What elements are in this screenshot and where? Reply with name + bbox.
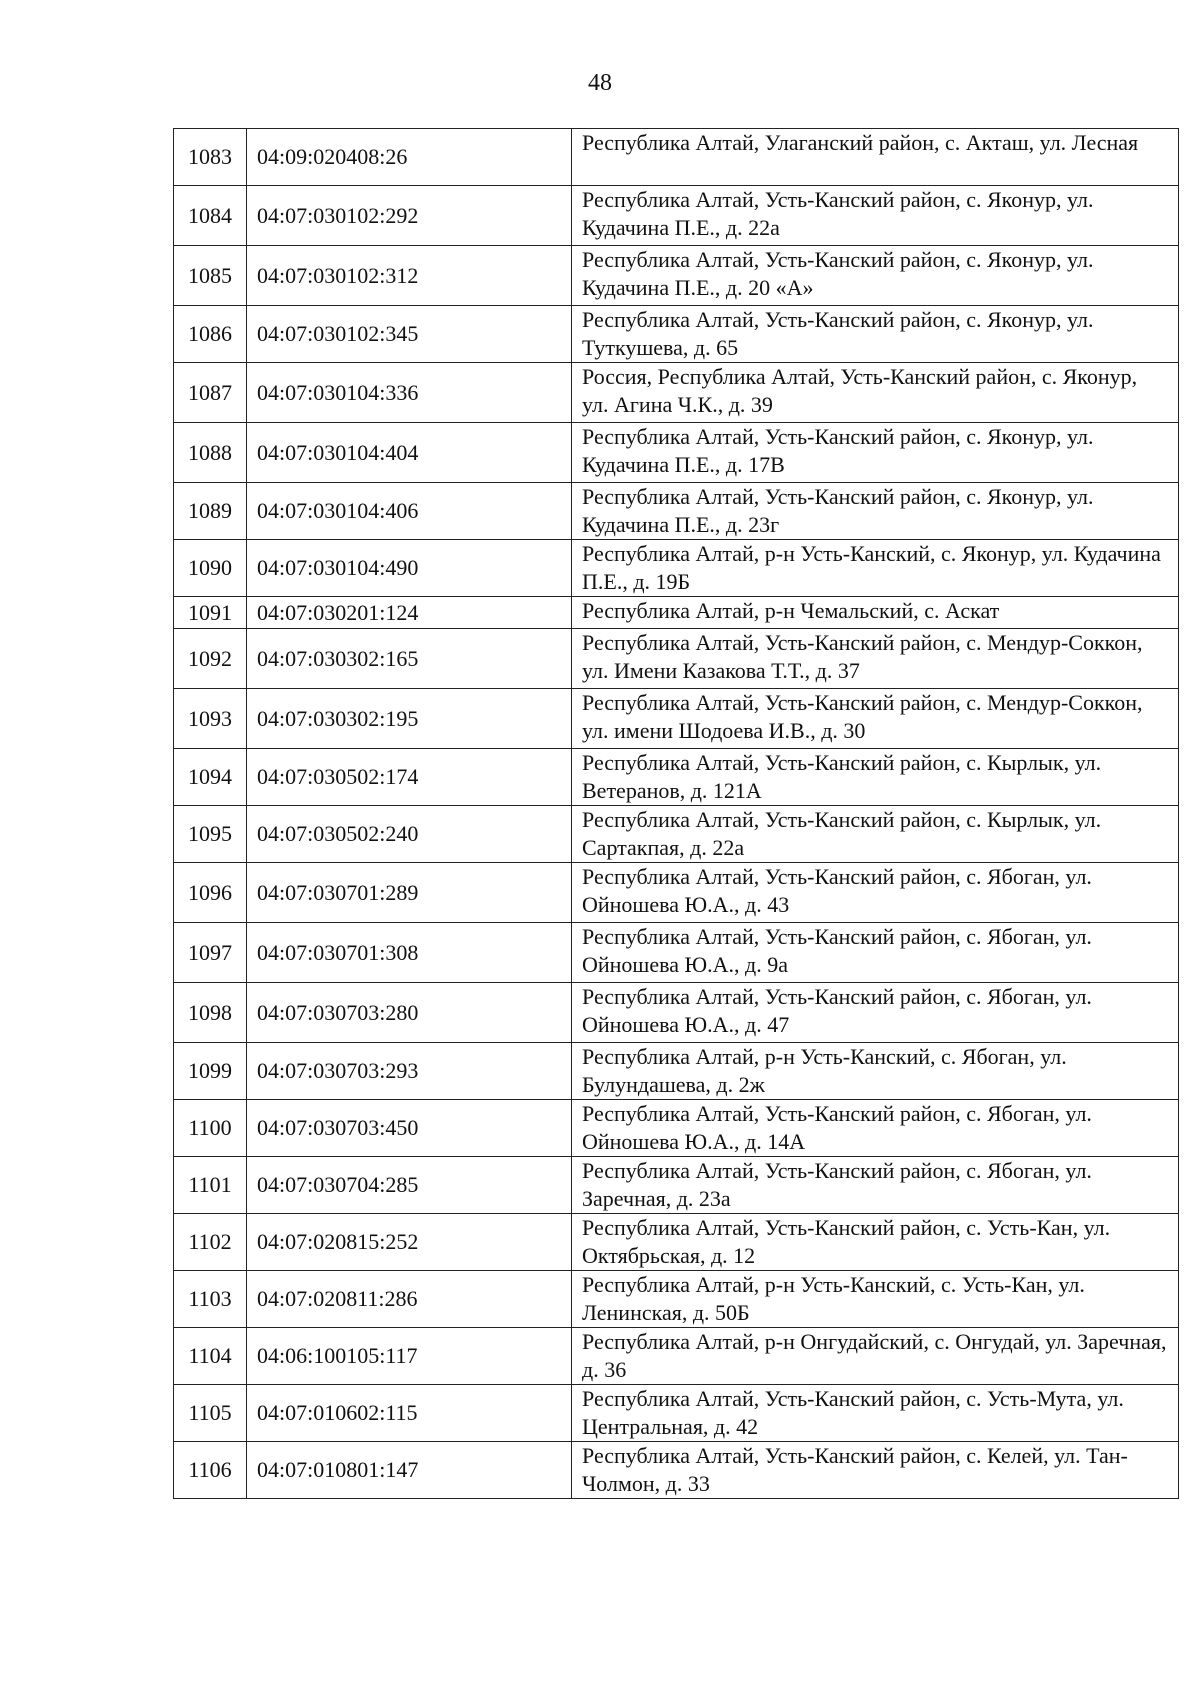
cadastral-number: 04:07:030201:124 xyxy=(247,597,572,629)
table-row xyxy=(174,363,1179,423)
address: Республика Алтай, р-н Усть-Канский, с. Ябоган, ул. Булундашева, д. 2ж xyxy=(572,1043,1179,1100)
table-row xyxy=(174,923,1179,983)
row-number: 1085 xyxy=(174,246,247,306)
address: Республика Алтай, Усть-Канский район, с. Кырлык, ул. Ветеранов, д. 121А xyxy=(572,749,1179,806)
table-row xyxy=(174,983,1179,1043)
cadastral-number: 04:07:030102:345 xyxy=(247,306,572,363)
table-row xyxy=(174,1271,1179,1328)
table-row xyxy=(174,1328,1179,1385)
cadastral-number: 04:07:030701:308 xyxy=(247,923,572,983)
cadastral-number: 04:07:020815:252 xyxy=(247,1214,572,1271)
row-number: 1083 xyxy=(174,129,247,186)
table-row xyxy=(174,863,1179,923)
address: Республика Алтай, р-н Онгудайский, с. Онгудай, ул. Заречная, д. 36 xyxy=(572,1328,1179,1385)
address: Республика Алтай, Усть-Канский район, с. Яконур, ул. Кудачина П.Е., д. 23г xyxy=(572,483,1179,540)
address: Республика Алтай, Усть-Канский район, с. Кырлык, ул. Сартакпая, д. 22а xyxy=(572,806,1179,863)
address: Республика Алтай, Усть-Канский район, с. Келей, ул. Тан-Чолмон, д. 33 xyxy=(572,1442,1179,1499)
cadastral-number: 04:07:030302:195 xyxy=(247,689,572,749)
cadastral-number: 04:07:030104:490 xyxy=(247,540,572,597)
address: Республика Алтай, Усть-Канский район, с. Мендур-Соккон, ул. имени Шодоева И.В., д. 30 xyxy=(572,689,1179,749)
table-row xyxy=(174,129,1179,186)
row-number: 1093 xyxy=(174,689,247,749)
row-number: 1104 xyxy=(174,1328,247,1385)
table-row xyxy=(174,1214,1179,1271)
address: Республика Алтай, Усть-Канский район, с. Яконур, ул. Кудачина П.Е., д. 17В xyxy=(572,423,1179,483)
row-number: 1088 xyxy=(174,423,247,483)
address: Республика Алтай, Усть-Канский район, с. Ябоган, ул. Заречная, д. 23а xyxy=(572,1157,1179,1214)
table-row xyxy=(174,1100,1179,1157)
table-row xyxy=(174,806,1179,863)
address: Республика Алтай, Усть-Канский район, с. Ябоган, ул. Ойношева Ю.А., д. 47 xyxy=(572,983,1179,1043)
row-number: 1097 xyxy=(174,923,247,983)
row-number: 1105 xyxy=(174,1385,247,1442)
address: Республика Алтай, Усть-Канский район, с. Ябоган, ул. Ойношева Ю.А., д. 14А xyxy=(572,1100,1179,1157)
address: Республика Алтай, Усть-Канский район, с. Ябоган, ул. Ойношева Ю.А., д. 43 xyxy=(572,863,1179,923)
table-row xyxy=(174,1442,1179,1499)
table-row xyxy=(174,749,1179,806)
table-row xyxy=(174,597,1179,629)
table-row xyxy=(174,483,1179,540)
cadastral-number: 04:07:030104:336 xyxy=(247,363,572,423)
table-row xyxy=(174,1043,1179,1100)
cadastral-number: 04:09:020408:26 xyxy=(247,129,572,186)
row-number: 1086 xyxy=(174,306,247,363)
cadastral-number: 04:07:030502:240 xyxy=(247,806,572,863)
property-table xyxy=(173,128,1179,1499)
cadastral-number: 04:07:030703:293 xyxy=(247,1043,572,1100)
row-number: 1094 xyxy=(174,749,247,806)
row-number: 1106 xyxy=(174,1442,247,1499)
table-row xyxy=(174,246,1179,306)
cadastral-number: 04:07:030102:292 xyxy=(247,186,572,246)
address: Республика Алтай, р-н Усть-Канский, с. Усть-Кан, ул. Ленинская, д. 50Б xyxy=(572,1271,1179,1328)
row-number: 1091 xyxy=(174,597,247,629)
cadastral-number: 04:07:030104:404 xyxy=(247,423,572,483)
cadastral-number: 04:07:030102:312 xyxy=(247,246,572,306)
address: Республика Алтай, Усть-Канский район, с. Ябоган, ул. Ойношева Ю.А., д. 9а xyxy=(572,923,1179,983)
row-number: 1103 xyxy=(174,1271,247,1328)
row-number: 1099 xyxy=(174,1043,247,1100)
table-row xyxy=(174,689,1179,749)
table-row xyxy=(174,629,1179,689)
row-number: 1101 xyxy=(174,1157,247,1214)
table-row xyxy=(174,423,1179,483)
row-number: 1084 xyxy=(174,186,247,246)
cadastral-number: 04:06:100105:117 xyxy=(247,1328,572,1385)
row-number: 1089 xyxy=(174,483,247,540)
cadastral-number: 04:07:030703:280 xyxy=(247,983,572,1043)
row-number: 1090 xyxy=(174,540,247,597)
row-number: 1087 xyxy=(174,363,247,423)
cadastral-number: 04:07:030502:174 xyxy=(247,749,572,806)
cadastral-number: 04:07:030302:165 xyxy=(247,629,572,689)
address: Республика Алтай, Усть-Канский район, с. Яконур, ул. Туткушева, д. 65 xyxy=(572,306,1179,363)
cadastral-number: 04:07:010801:147 xyxy=(247,1442,572,1499)
cadastral-number: 04:07:030701:289 xyxy=(247,863,572,923)
table-row xyxy=(174,186,1179,246)
cadastral-number: 04:07:030104:406 xyxy=(247,483,572,540)
address: Республика Алтай, Усть-Канский район, с. Усть-Кан, ул. Октябрьская, д. 12 xyxy=(572,1214,1179,1271)
row-number: 1102 xyxy=(174,1214,247,1271)
address: Россия, Республика Алтай, Усть-Канский район, с. Яконур, ул. Агина Ч.К., д. 39 xyxy=(572,363,1179,423)
property-table-body xyxy=(174,129,1179,1499)
address: Республика Алтай, Усть-Канский район, с. Яконур, ул. Кудачина П.Е., д. 22а xyxy=(572,186,1179,246)
table-row xyxy=(174,1385,1179,1442)
table-row xyxy=(174,306,1179,363)
address: Республика Алтай, Усть-Канский район, с. Мендур-Соккон, ул. Имени Казакова Т.Т., д. 37 xyxy=(572,629,1179,689)
cadastral-number: 04:07:030704:285 xyxy=(247,1157,572,1214)
row-number: 1096 xyxy=(174,863,247,923)
address: Республика Алтай, р-н Усть-Канский, с. Яконур, ул. Кудачина П.Е., д. 19Б xyxy=(572,540,1179,597)
cadastral-number: 04:07:030703:450 xyxy=(247,1100,572,1157)
address: Республика Алтай, Улаганский район, с. Акташ, ул. Лесная xyxy=(572,129,1179,186)
row-number: 1092 xyxy=(174,629,247,689)
table-row xyxy=(174,1157,1179,1214)
table-row xyxy=(174,540,1179,597)
page-number: 48 xyxy=(588,70,612,96)
cadastral-number: 04:07:010602:115 xyxy=(247,1385,572,1442)
row-number: 1100 xyxy=(174,1100,247,1157)
row-number: 1098 xyxy=(174,983,247,1043)
address: Республика Алтай, р-н Чемальский, с. Аскат xyxy=(572,597,1179,629)
address: Республика Алтай, Усть-Канский район, с. Яконур, ул. Кудачина П.Е., д. 20 «А» xyxy=(572,246,1179,306)
row-number: 1095 xyxy=(174,806,247,863)
cadastral-number: 04:07:020811:286 xyxy=(247,1271,572,1328)
address: Республика Алтай, Усть-Канский район, с. Усть-Мута, ул. Центральная, д. 42 xyxy=(572,1385,1179,1442)
